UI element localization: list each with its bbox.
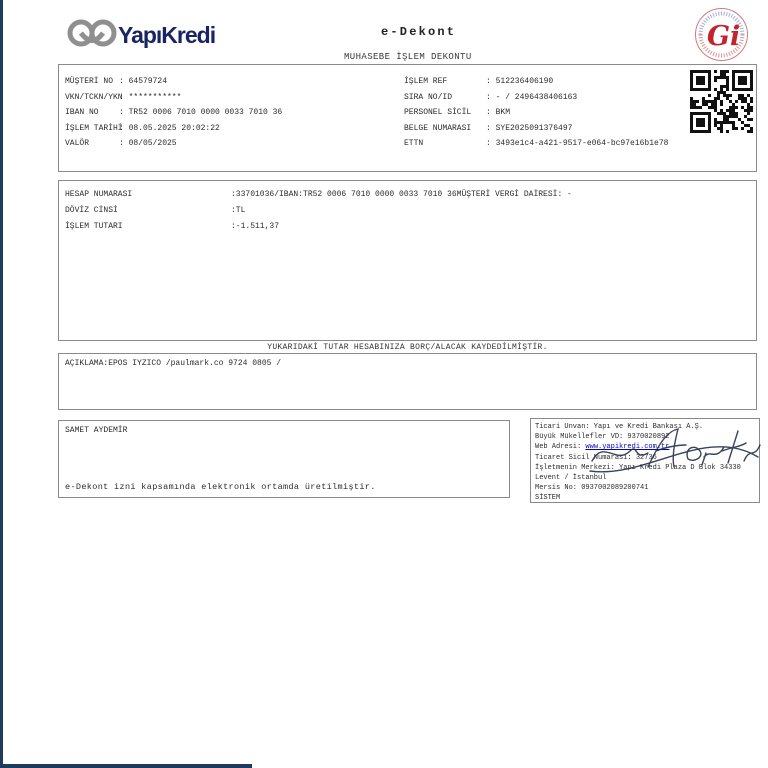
- field-value: : - / 2496438406163: [486, 92, 578, 102]
- window-bottom-edge: [0, 764, 252, 768]
- field-label: İŞLEM TUTARI: [65, 222, 123, 231]
- field-row: [404, 136, 668, 152]
- field-value: : 512236406190: [486, 77, 554, 86]
- account-info-box: [58, 180, 757, 341]
- field-row: [404, 74, 668, 90]
- bank-headquarters: İşletmenin Merkezi: Yapı Kredi Plaza D Blok 34330: [535, 463, 741, 472]
- bank-web-label: Web Adresi:: [535, 443, 586, 452]
- bank-tax-office: Büyük Mükellefler VD: 9370020892: [535, 433, 670, 442]
- field-value: : 64579724: [119, 77, 168, 86]
- field-row: [65, 74, 282, 90]
- field-label: DÖVİZ CİNSİ: [65, 206, 118, 215]
- field-row: [65, 203, 572, 219]
- field-row: [404, 105, 668, 121]
- transaction-right-column: [404, 74, 668, 152]
- field-value: : 3493e1c4-a421-9517-e064-bc97e16b1e78: [486, 139, 669, 148]
- window-left-edge: [0, 0, 3, 768]
- field-value: :-1.511,37: [231, 222, 280, 231]
- bank-mersis: Mersis No: 0937002089200741: [535, 484, 649, 493]
- bank-city: Levent / İstanbul: [535, 474, 607, 483]
- bank-trade-name: Ticari Unvan: Yapı ve Kredi Bankası A.Ş.: [535, 423, 704, 431]
- field-value: :TL: [231, 206, 246, 215]
- yapikredi-logo-mark-icon: [70, 22, 114, 44]
- transaction-left-column: [65, 74, 282, 152]
- field-value: :33701036/IBAN:TR52 0006 7010 0000 0033 7010 36MÜŞTERİ VERGİ DAİRESİ: -: [231, 190, 572, 199]
- bank-info-box: [530, 418, 760, 503]
- field-label: İŞLEM TARİHİ: [65, 123, 123, 133]
- field-row: [404, 121, 668, 137]
- field-label: İŞLEM REF: [404, 77, 448, 86]
- field-row: [65, 219, 572, 235]
- field-value: : ***********: [119, 92, 182, 102]
- gib-seal-icon: [694, 7, 749, 62]
- field-label: PERSONEL SİCİL: [404, 108, 472, 117]
- description-box: [58, 353, 757, 410]
- description-text: AÇIKLAMA:EPOS IYZICO /paulmark.co 9724 0805 /: [65, 359, 282, 368]
- document-subtitle: MUHASEBE İŞLEM DEKONTU: [344, 52, 472, 62]
- signer-name: SAMET AYDEMİR: [65, 426, 128, 435]
- signer-box: [58, 420, 510, 498]
- field-value: : BKM: [486, 108, 511, 117]
- field-value: : 08/05/2025: [119, 139, 177, 148]
- yapikredi-logo: [66, 15, 242, 53]
- field-value: : TR52 0006 7010 0000 0033 7010 36: [119, 108, 283, 117]
- field-label: SIRA NO/ID: [404, 92, 453, 102]
- transaction-info-box: [58, 64, 757, 172]
- field-label: VKN/TCKN/YKN: [65, 92, 123, 102]
- field-row: [65, 121, 282, 137]
- field-label: IBAN NO: [65, 108, 99, 117]
- field-value: : 08.05.2025 20:02:22: [119, 123, 220, 133]
- field-row: [65, 136, 282, 152]
- field-row: [65, 187, 572, 203]
- field-label: MÜŞTERİ NO: [65, 77, 114, 86]
- document-title: e-Dekont: [381, 25, 457, 39]
- e-dekont-note: e-Dekont izni kapsamında elektronik ortamda üretilmiştir.: [65, 482, 376, 492]
- bank-website-link[interactable]: www.yapikredi.com.tr: [585, 443, 670, 452]
- field-value: : SYE2025091376497: [486, 123, 573, 133]
- field-label: VALÖR: [65, 139, 90, 148]
- field-label: ETTN: [404, 139, 424, 148]
- bank-system-label: SİSTEM: [535, 494, 561, 503]
- qr-code-icon: [690, 70, 753, 133]
- gib-seal-glyph: Gi: [707, 21, 741, 52]
- field-row: [65, 105, 282, 121]
- field-row: [65, 90, 282, 106]
- field-row: [404, 90, 668, 106]
- statement-banner: YUKARIDAKİ TUTAR HESABINIZA BORÇ/ALACAK KAYDEDİLMİŞTİR.: [267, 343, 548, 352]
- yapikredi-logo-text: YapıKredi: [118, 22, 216, 48]
- field-label: BELGE NUMARASI: [404, 123, 472, 133]
- bank-registry-no: Ticaret Sicil Numarası: 32736: [535, 453, 657, 462]
- bank-web-line: [535, 442, 759, 452]
- field-label: HESAP NUMARASI: [65, 190, 133, 199]
